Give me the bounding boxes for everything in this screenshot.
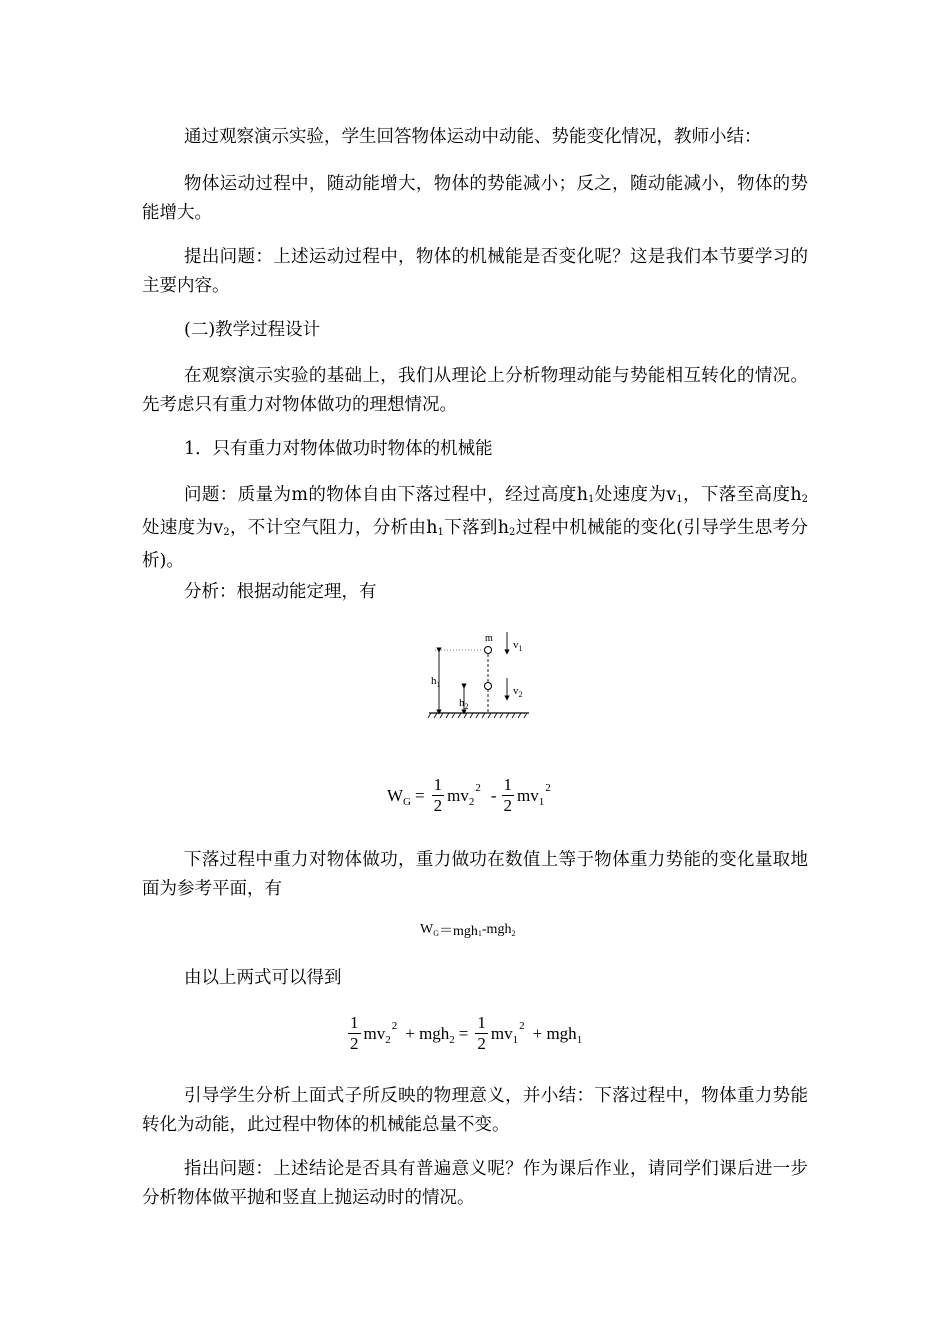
paragraph-energy-change: 物体运动过程中，随动能增大，物体的势能减小；反之，随动能减小，物体的势能增大。	[142, 174, 808, 223]
section-heading-teaching-design: (二)教学过程设计	[184, 320, 321, 340]
mass-label: m	[485, 633, 493, 644]
equation-gravity-work: W G ＝mgh 1 -mgh 2	[420, 922, 516, 939]
v1-label: $v_1$	[513, 639, 523, 653]
mass-position-lower	[485, 683, 492, 690]
paragraph-homework: 指出问题：上述结论是否具有普遍意义呢？作为课后作业，请同学们课后进一步分析物体做平抛和竖直上抛运动时的情况。	[142, 1159, 808, 1208]
paragraph-theory-analysis: 在观察演示实验的基础上，我们从理论上分析物理动能与势能相互转化的情况。先考虑只有重力对物体做功的理想情况。	[142, 366, 808, 415]
subsection-heading-gravity-only: 1．只有重力对物体做功时物体的机械能	[184, 439, 493, 459]
v2-label: $v_2$	[513, 685, 523, 699]
equation-energy-conservation: $\frac{1}{2}$ mv 2 2 + mgh 2 = $\frac{1}{2}$ mv 1 2 + mgh 1	[350, 1013, 583, 1053]
paragraph-combine-equations: 由以上两式可以得到	[184, 968, 342, 988]
paragraph-physical-meaning: 引导学生分析上面式子所反映的物理意义，并小结：下落过程中，物体重力势能转化为动能，此过程中物体的机械能总量不变。	[142, 1086, 808, 1135]
paragraph-summary-intro: 通过观察演示实验，学生回答物体运动中动能、势能变化情况，教师小结：	[184, 127, 762, 147]
paragraph-gravity-work: 下落过程中重力对物体做功，重力做功在数值上等于物体重力势能的变化量取地面为参考平面，有	[142, 850, 808, 899]
equation-work-energy-theorem: W G = $\frac{1}{2}$ mv 2 2 - $\frac{1}{2}$ mv 1 2	[387, 775, 551, 815]
h2-label: $h_2$	[459, 697, 469, 711]
paragraph-problem-statement: 问题：质量为m的物体自由下落过程中，经过高度$h_1$处速度为$v_1$，下落至高度$h_2$处速度为$v_2$，不计空气阻力，分析由$h_1$下落到$h_2$过程中机械能的变化(引导学生思考分析)。	[142, 485, 808, 571]
free-fall-diagram	[425, 628, 535, 720]
paragraph-analysis-intro: 分析：根据动能定理，有	[184, 582, 377, 602]
paragraph-question: 提出问题：上述运动过程中，物体的机械能是否变化呢？这是我们本节要学习的主要内容。	[142, 247, 808, 296]
mass-position-upper	[485, 647, 492, 654]
h1-label: $h_1$	[431, 675, 441, 689]
ground-hatching	[428, 713, 527, 718]
